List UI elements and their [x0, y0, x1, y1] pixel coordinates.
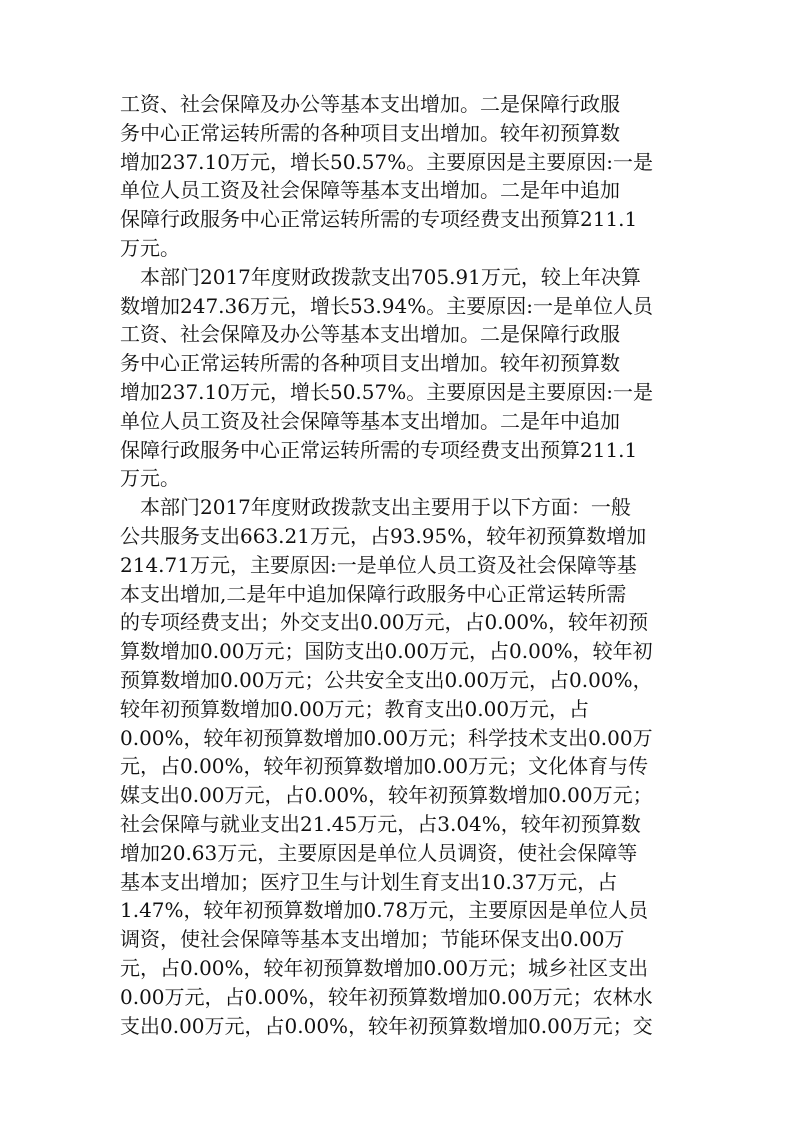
paragraph — [120, 263, 672, 493]
text-line: 的专项经费支出；外交支出0.00万元，占0.00%，较年初预 — [120, 610, 649, 635]
text-line: 本支出增加,二是年中追加保障行政服务中心正常运转所需 — [120, 581, 627, 606]
text-line: 保障行政服务中心正常运转所需的专项经费支出预算211.1 — [120, 437, 638, 462]
text-line: 增加237.10万元，增长50.57%。主要原因是主要原因:一是 — [120, 379, 653, 404]
text-line: 基本支出增加；医疗卫生与计划生育支出10.37万元，占 — [120, 869, 618, 894]
text-line: 元，占0.00%，较年初预算数增加0.00万元；文化体育与传 — [120, 754, 649, 779]
text-line: 算数增加0.00万元；国防支出0.00万元，占0.00%，较年初 — [120, 639, 653, 664]
text-line: 务中心正常运转所需的各种项目支出增加。较年初预算数 — [120, 120, 620, 145]
text-line: 214.71万元，主要原因:一是单位人员工资及社会保障等基 — [120, 552, 637, 577]
text-line: 公共服务支出663.21万元，占93.95%，较年初预算数增加 — [120, 523, 647, 548]
text-line: 工资、社会保障及办公等基本支出增加。二是保障行政服 — [120, 92, 620, 116]
text-line: 1.47%，较年初预算数增加0.78万元，主要原因是单位人员 — [120, 898, 649, 923]
text-line: 支出0.00万元，占0.00%，较年初预算数增加0.00万元；交 — [120, 1013, 653, 1038]
text-line: 务中心正常运转所需的各种项目支出增加。较年初预算数 — [120, 351, 620, 376]
text-line: 万元。 — [120, 466, 180, 491]
text-line: 媒支出0.00万元，占0.00%，较年初预算数增加0.00万元； — [120, 783, 653, 808]
text-line: 工资、社会保障及办公等基本支出增加。二是保障行政服 — [120, 322, 620, 347]
text-line: 本部门2017年度财政拨款支出主要用于以下方面：一般 — [120, 495, 631, 520]
text-line: 单位人员工资及社会保障等基本支出增加。二是年中追加 — [120, 178, 620, 203]
text-line: 调资，使社会保障等基本支出增加；节能环保支出0.00万 — [120, 927, 625, 952]
text-line: 0.00万元，占0.00%，较年初预算数增加0.00万元；农林水 — [120, 984, 653, 1009]
text-line: 增加237.10万元，增长50.57%。主要原因是主要原因:一是 — [120, 149, 653, 174]
text-line: 本部门2017年度财政拨款支出705.91万元，较上年决算 — [120, 264, 641, 289]
text-line: 增加20.63万元，主要原因是单位人员调资，使社会保障等 — [120, 840, 638, 865]
text-line: 社会保障与就业支出21.45万元，占3.04%，较年初预算数 — [120, 811, 641, 836]
text-line: 元，占0.00%，较年初预算数增加0.00万元；城乡社区支出 — [120, 955, 649, 980]
text-line: 较年初预算数增加0.00万元；教育支出0.00万元，占 — [120, 696, 590, 721]
text-line: 数增加247.36万元，增长53.94%。主要原因:一是单位人员 — [120, 293, 653, 318]
text-line: 预算数增加0.00万元；公共安全支出0.00万元，占0.00%， — [120, 667, 653, 692]
paragraph — [120, 90, 672, 263]
text-line: 保障行政服务中心正常运转所需的专项经费支出预算211.1 — [120, 207, 638, 232]
text-line: 单位人员工资及社会保障等基本支出增加。二是年中追加 — [120, 408, 620, 433]
text-line: 万元。 — [120, 235, 180, 260]
paragraph — [120, 493, 672, 1040]
document-page — [120, 90, 672, 1040]
text-line: 0.00%，较年初预算数增加0.00万元；科学技术支出0.00万 — [120, 725, 653, 750]
